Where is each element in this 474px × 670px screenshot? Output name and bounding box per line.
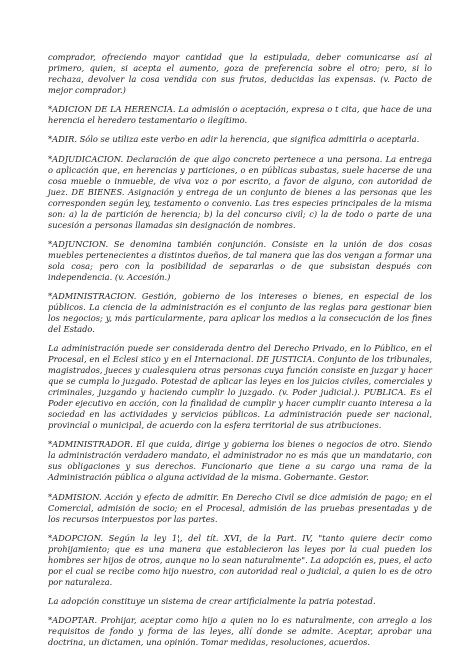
paragraph-8: *ADMINISTRADOR. El que cuida, dirige y gobierna los bienes o negocios de otro. Siendo la administración verdadero mandato, el administrador no es más que un mandatario, con sus obligaciones y sus derechos. Funcionario que tiene a su cargo una rama de la Administración pública o alguna actividad de la misma. Gobernante. Gestor. [48,439,432,483]
paragraph-7: La administración puede ser considerada dentro del Derecho Privado, en lo Público, en el Procesal, en el Eclesi stico y en el Internacional. DE JUSTICIA. Conjunto de los tribunales, magistrados, jueces y cualesquiera otras personas cuya función consiste en juzgar y hacer que se cumpla lo juzgado. Potestad de aplicar las leyes en los juicios civiles, comerciales y criminales, juzgando y haciendo cumplir lo juzgado. (v. Poder judicial.). PUBLICA. Es el Poder ejecutivo en acción, con la finalidad de cumplir y hacer cumplir cuanto interesa a la sociedad en las actividades y servicios públicos. La administración puede ser nacional, provincial o municipal, de acuerdo con la esfera territorial de sus atribuciones. [48,343,432,431]
paragraph-11: La adopción constituye un sistema de crear artificialmente la patria potestad. [48,595,376,606]
paragraph-2: *ADICION DE LA HERENCIA. La admisión o aceptación, expresa o t cita, que hace de una herencia el heredero testamentario o ilegítimo. [48,104,432,126]
paragraph-1: comprador, ofreciendo mayor cantidad que la estipulada, deber comunicarse así al primero, quien, si acepta el aumento, goza de preferencia sobre el otro; pero, si lo rechaza, devolver la cosa vendida con sus frutos, deducidas las expensas. (v. Pacto de mejor comprador.) [48,52,432,95]
paragraph-9: *ADMISION. Acción y efecto de admitir. En Derecho Civil se dice admisión de pago; en el Comercial, admisión de socio; en el Procesal, admisión de las pruebas presentadas y de los recursos interpuestos por las partes. [48,491,432,524]
paragraph-6: *ADMINISTRACION. Gestión, gobierno de los intereses o bienes, en especial de los públicos. La ciencia de la administración es el conjunto de las reglas para gestionar bien los negocios; y, más particularmente, para aplicar los medios a la consecución de los fines del Estado. [48,290,432,334]
paragraph-3: *ADIR. Sólo se utiliza este verbo en adir la herencia, que significa admitirla o aceptarla. [48,134,420,145]
paragraph-4: *ADJUDICACION. Declaración de que algo concreto pertenece a una persona. La entrega o aplicación que, en herencias y particiones, o en públicas subastas, suele hacerse de una cosa mueble o inmueble, de viva voz o por escrito, a favor de alguno, con autoridad de juez. DE BIENES. Asignación y entrega de un conjunto de bienes a las personas que les corresponden según ley, testamento o convenio. Las tres especies principales de la misma son: a) la de partición de herencia; b) la del concurso civil; c) la de todo o parte de una sucesión a personas llamadas sin designación de nombres. [48,153,432,230]
paragraph-5: *ADJUNCION. Se denomina también conjunción. Consiste en la unión de dos cosas muebles pertenecientes a distintos dueños, de tal manera que las dos vengan a formar una sola cosa; pero con la posibilidad de separarlas o de que subsistan después con independencia. (v. Accesión.) [48,238,432,282]
paragraph-12: *ADOPTAR. Prohijar, aceptar como hijo a quien no lo es naturalmente, con arreglo a los requisitos de fondo y forma de las leyes, allí donde se admite. Aceptar, aprobar una doctrina, un dictamen, una opinión. Tomar medidas, resoluciones, acuerdos. [48,615,432,648]
paragraph-10: *ADOPCION. Según la ley 1¦, del tít. XVI, de la Part. IV, "tanto quiere decir como prohijamiento; que es una manera que establecieron las leyes por la cual pueden los hombres ser hijos de otros, aunque no lo sean naturalmente". La adopción es, pues, el acto por el cual se recibe como hijo nuestro, con autoridad real o judicial, a quien lo es de otro por naturaleza. [48,532,432,587]
